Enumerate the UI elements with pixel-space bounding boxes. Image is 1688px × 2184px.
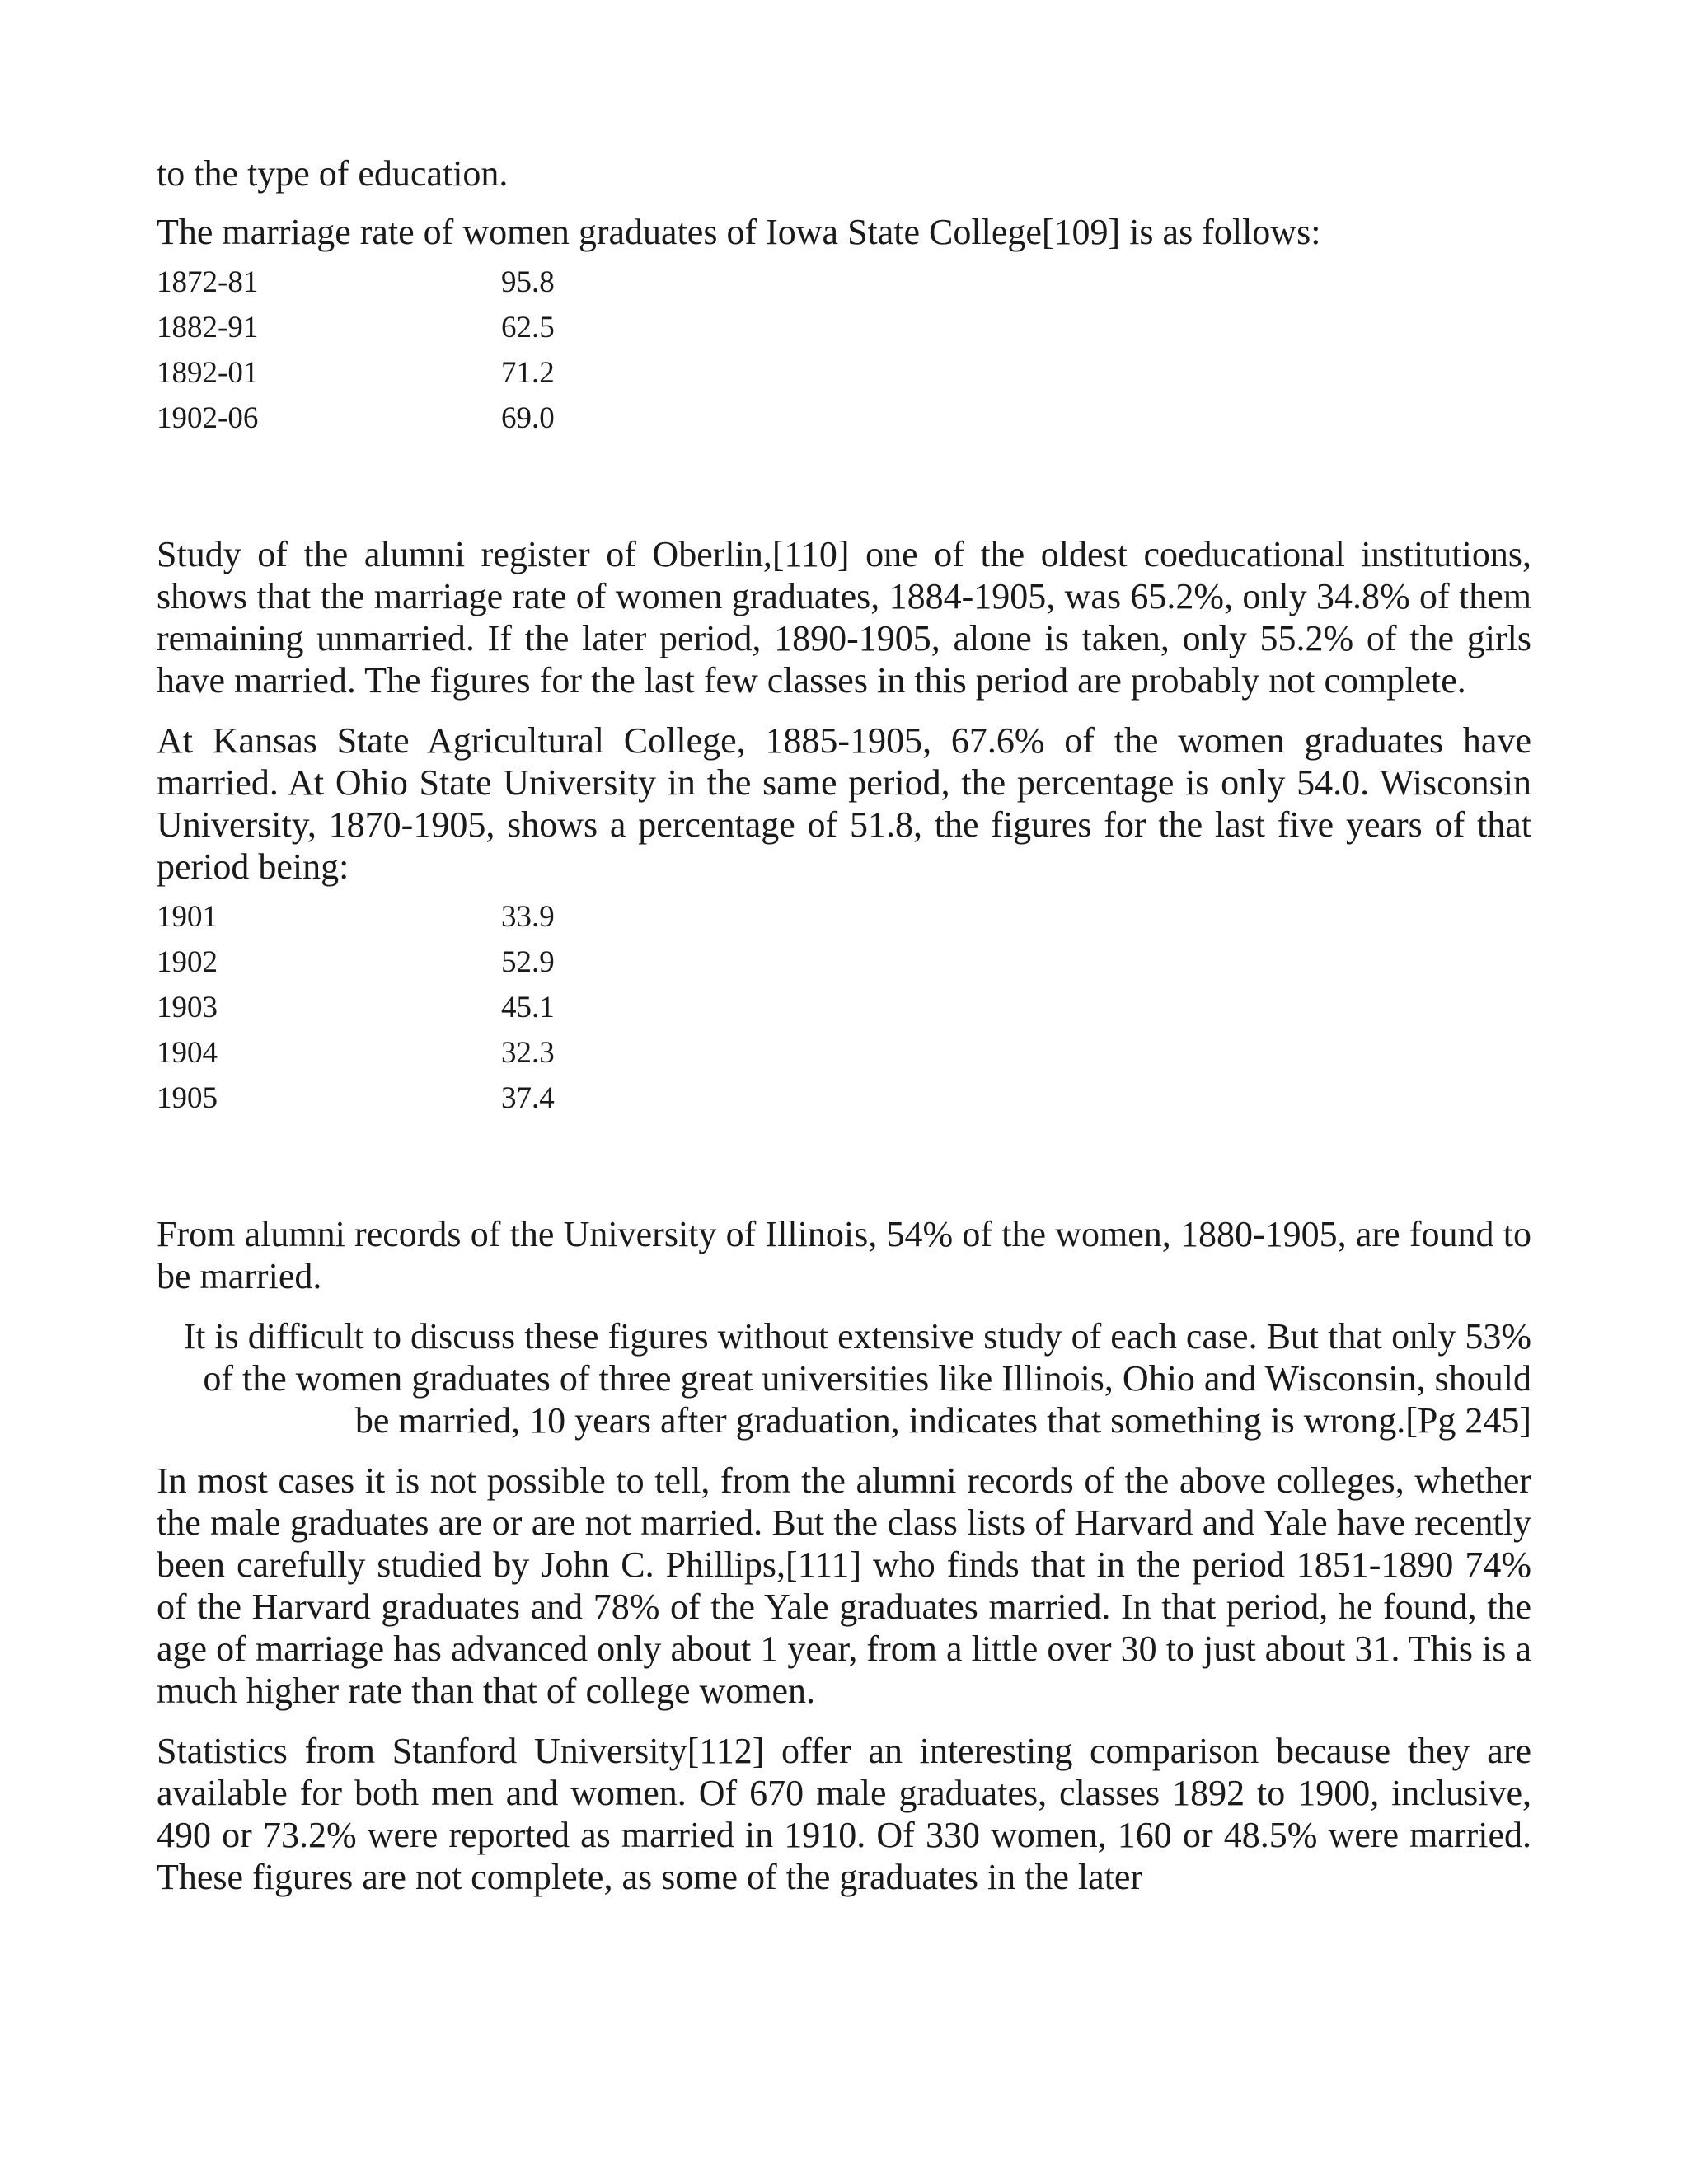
year-cell: 1901 — [157, 900, 218, 934]
period-cell: 1882-91 — [157, 311, 259, 344]
rate-cell: 52.9 — [501, 945, 555, 979]
iowa-marriage-rate-table — [157, 260, 666, 441]
table-row — [157, 396, 666, 441]
rate-cell: 33.9 — [501, 900, 555, 934]
paragraph-4: At Kansas State Agricultural College, 1885-1905, 67.6% of the women graduates have married. At Ohio State University in the same period, the percentage is only 54.0. Wisconsin University, 1870-1905, shows a percentage of 51.8, the figures for the last five years of that period being: — [157, 720, 1531, 887]
year-cell: 1903 — [157, 991, 218, 1024]
rate-cell: 95.8 — [501, 265, 555, 299]
period-cell: 1892-01 — [157, 356, 259, 390]
paragraph-1: to the type of education. — [157, 153, 509, 194]
table-row — [157, 985, 666, 1030]
rate-cell: 45.1 — [501, 991, 555, 1024]
rate-cell: 37.4 — [501, 1081, 555, 1115]
table-row — [157, 1030, 666, 1076]
paragraph-7: Statistics from Stanford University[112] offer an interesting comparison because they are available for both men and women. Of 670 male graduates, classes 1892 to 1900, inclusive, 490 or 73.2% were reported as married in 1910. Of 330 women, 160 or 48.5% were married. These figures are not complete, as some of the graduates in the later — [157, 1731, 1531, 1897]
year-cell: 1905 — [157, 1081, 218, 1115]
paragraph-6: In most cases it is not possible to tell, from the alumni records of the above colleges, whether the male graduates are or are not married. But the class lists of Harvard and Yale have recently been carefully studied by John C. Phillips,[111] who finds that in the period 1851-1890 74% of the Harvard graduates and 78% of the Yale graduates married. In that period, he found, the age of marriage has advanced only about 1 year, from a little over 30 to just about 31. This is a much higher rate than that of college women. — [157, 1460, 1531, 1711]
paragraph-5: From alumni records of the University of Illinois, 54% of the women, 1880-1905, are found to be married. — [157, 1214, 1531, 1296]
table-row — [157, 1076, 666, 1121]
period-cell: 1872-81 — [157, 265, 259, 299]
period-cell: 1902-06 — [157, 401, 259, 435]
document-page — [157, 152, 1531, 1898]
rate-cell: 69.0 — [501, 401, 555, 435]
year-cell: 1902 — [157, 945, 218, 979]
table-row — [157, 305, 666, 350]
year-cell: 1904 — [157, 1036, 218, 1070]
rate-cell: 62.5 — [501, 311, 555, 344]
table-row — [157, 350, 666, 396]
paragraph-3: Study of the alumni register of Oberlin,[110] one of the oldest coeducational institutions, shows that the marriage rate of women graduates, 1884-1905, was 65.2%, only 34.8% of them remaining unmarried. If the later period, 1890-1905, alone is taken, only 55.2% of the girls have married. The figures for the last few classes in this period are probably not complete. — [157, 534, 1531, 701]
rate-cell: 32.3 — [501, 1036, 555, 1070]
table-row — [157, 260, 666, 305]
table-row — [157, 940, 666, 985]
rate-cell: 71.2 — [501, 356, 555, 390]
table-row — [157, 894, 666, 940]
paragraph-2: The marriage rate of women graduates of Iowa State College[109] is as follows: — [157, 212, 1321, 252]
wisconsin-marriage-rate-table — [157, 894, 666, 1121]
block-quote: It is difficult to discuss these figures without extensive study of each case. But that only 53% of the women graduates of three great universities like Illinois, Ohio and Wisconsin, should be married, 10 years after graduation, indicates that something is wrong.[Pg 245] — [183, 1316, 1531, 1441]
